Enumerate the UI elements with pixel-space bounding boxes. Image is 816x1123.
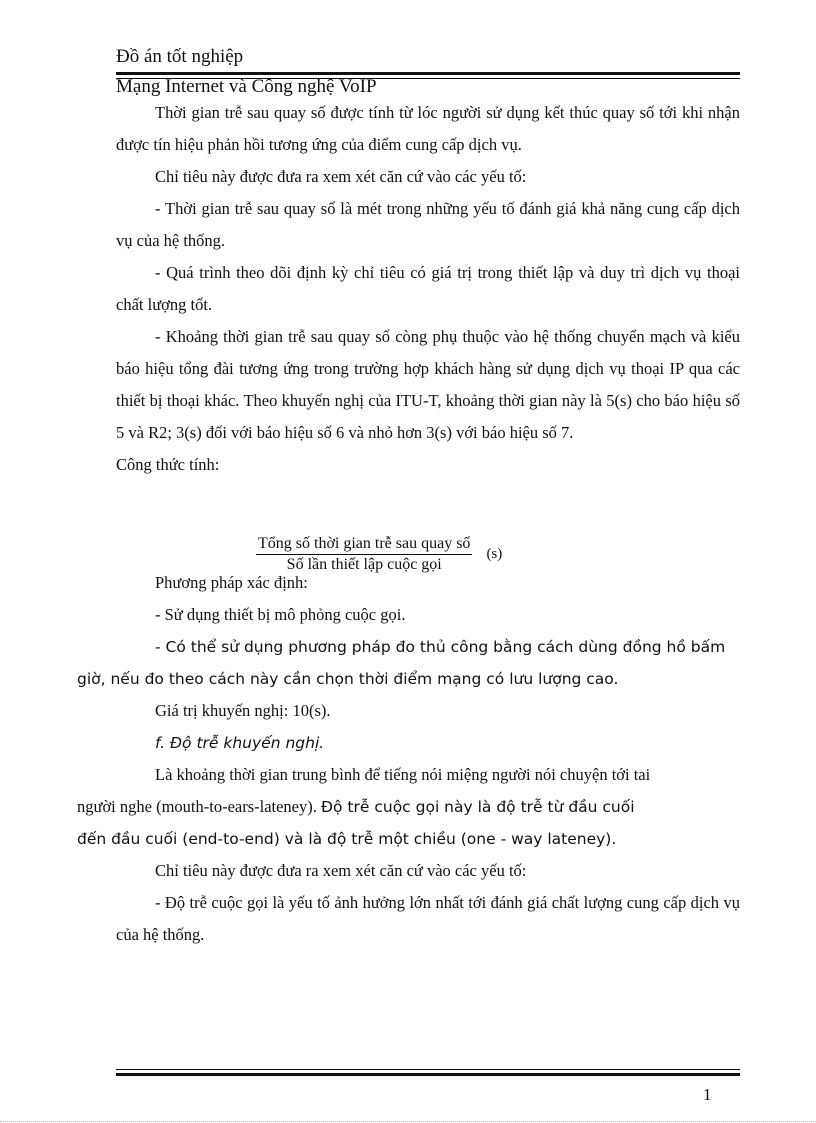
paragraph: - Quá trình theo dõi định kỳ chỉ tiêu có giá trị trong thiết lập và duy trì dịch vụ thoại chất lượng tốt. (116, 263, 740, 314)
method-label: Phương pháp xác định: (155, 573, 308, 592)
paragraph: - Khoảng thời gian trễ sau quay số còng phụ thuộc vào hệ thống chuyển mạch và kiểu báo hiệu tổng đài tương ứng trong trường hợp khách hàng sử dụng dịch vụ thoại IP qua các thiết bị thoại khác. Theo khuyến nghị của ITU-T, khoảng thời gian này là 5(s) cho báo hiệu số 5 và R2; 3(s) đối với báo hiệu số 6 và nhỏ hơn 3(s) với báo hiệu số 7. (116, 327, 740, 442)
page-body (77, 97, 740, 951)
formula-numerator: Tổng số thời gian trễ sau quay số (256, 535, 472, 555)
paragraph: Chỉ tiêu này được đưa ra xem xét căn cứ vào các yếu tố: (155, 167, 527, 186)
formula-unit: (s) (486, 546, 503, 562)
paragraph-line: Độ trễ cuộc gọi này là độ trễ từ đầu cuối (321, 798, 635, 816)
page-number: 1 (703, 1085, 712, 1104)
paragraph: Thời gian trễ sau quay số được tính từ lóc người sử dụng kết thúc quay số tới khi nhận được tín hiệu phản hồi tương ứng của điểm cung cấp dịch vụ. (116, 103, 740, 154)
method-item (77, 631, 740, 695)
footer-rule-thick (116, 1073, 740, 1076)
paragraph: - Thời gian trễ sau quay số là mét trong những yếu tố đánh giá khả năng cung cấp dịch vụ của hệ thống. (116, 199, 740, 250)
header-title: Đồ án tốt nghiệp (116, 46, 244, 67)
formula-denominator: Số lần thiết lập cuộc gọi (286, 556, 442, 573)
paragraph (77, 759, 740, 855)
header-subtitle: Mạng Internet và Công nghệ VoIP (116, 76, 377, 97)
paragraph: - Độ trễ cuộc gọi là yếu tố ảnh hưởng lớn nhất tới đánh giá chất lượng cung cấp dịch vụ của hệ thống. (116, 893, 740, 944)
paragraph-line: người nghe (mouth-to-ears-lateney). (77, 797, 317, 816)
section-heading: f. Độ trễ khuyến nghị. (155, 734, 325, 752)
method-line: giờ, nếu đo theo cách này cần chọn thời điểm mạng có lưu lượng cao. (77, 670, 619, 688)
method-item: - Sử dụng thiết bị mô phỏng cuộc gọi. (155, 605, 406, 624)
method-line: - Có thể sử dụng phương pháp đo thủ công bằng cách dùng đồng hồ bấm (155, 638, 726, 656)
formula-label: Công thức tính: (116, 455, 220, 474)
footer-rule-thin (116, 1069, 740, 1070)
formula (256, 535, 502, 574)
paragraph-line: Là khoảng thời gian trung bình để tiếng nói miệng người nói chuyện tới tai (155, 765, 651, 784)
recommended-value: Giá trị khuyến nghị: 10(s). (155, 701, 331, 720)
formula-fraction (256, 535, 472, 574)
page-edge (0, 1121, 816, 1122)
paragraph: Chỉ tiêu này được đưa ra xem xét căn cứ vào các yếu tố: (155, 861, 527, 880)
header-rule-thick (116, 72, 740, 75)
paragraph-line: đến đầu cuối (end-to-end) và là độ trễ một chiều (one - way lateney). (77, 830, 617, 848)
